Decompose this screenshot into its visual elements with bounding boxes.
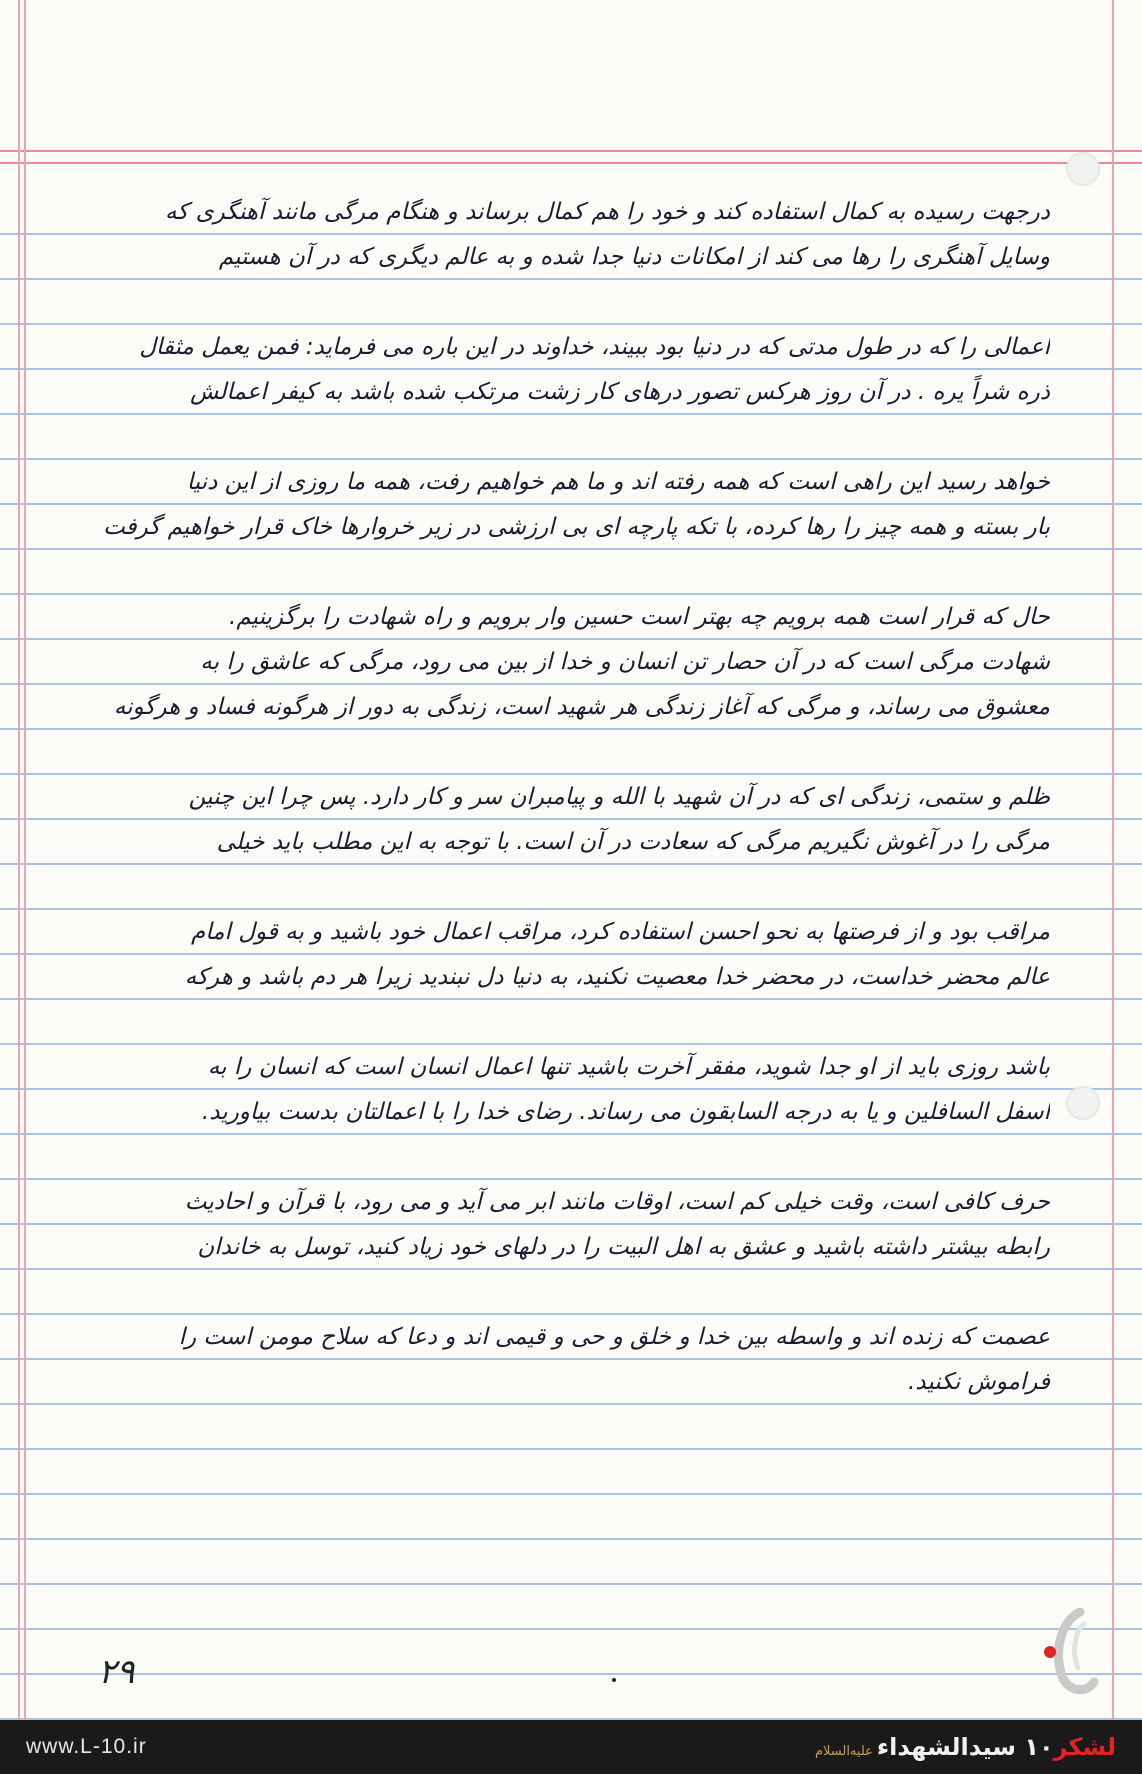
- text-line: وسایل آهنگری را رها می کند از امکانات دنیا جدا شده و به عالم دیگری که در آن هستیم: [218, 244, 1050, 270]
- text-line: درجهت رسیده به کمال استفاده کند و خود را هم کمال برساند و هنگام مرگی مانند آهنگری که: [164, 199, 1050, 225]
- text-line: ذره شراً یره . در آن روز هرکس تصور درهای کار زشت مرتکب شده باشد به کیفر اعمالش: [190, 379, 1050, 405]
- text-line: عصمت که زنده اند و واسطه بین خدا و خلق و حی و قیمی اند و دعا که سلاح مومن است را: [178, 1324, 1050, 1350]
- right-margin-line: [1112, 0, 1114, 1720]
- left-margin-line: [18, 0, 20, 1720]
- punch-hole: [1066, 152, 1100, 186]
- text-line: خواهد رسید این راهی است که همه رفته اند و ما هم خواهیم رفت، همه ما روزی از این دنیا: [186, 469, 1050, 495]
- left-margin-line-2: [24, 0, 26, 1720]
- punch-hole: [1066, 1086, 1100, 1120]
- footer-url[interactable]: www.L-10.ir: [26, 1735, 147, 1758]
- watermark-logo-icon: [1040, 1602, 1104, 1698]
- top-margin-line: [0, 150, 1142, 152]
- text-line: ظلم و ستمی، زندگی ای که در آن شهید با الله و پیامبران سر و کار دارد. پس چرا این چنین: [188, 784, 1050, 810]
- text-line: معشوق می رساند، و مرگی که آغاز زندگی هر شهید است، زندگی به دور از هرگونه فساد و هرگونه: [113, 694, 1050, 720]
- text-line: بار بسته و همه چیز را رها کرده، با تکه پارچه ای بی ارزشی در زیر خروارها خاک قرار خواهیم گرفت: [103, 514, 1050, 540]
- text-line: رابطه بیشتر داشته باشید و عشق به اهل البیت را در دلهای خود زیاد کنید، توسل به خاندان: [197, 1234, 1050, 1260]
- text-line: فراموش نکنید.: [907, 1369, 1050, 1395]
- text-line: شهادت مرگی است که در آن حصار تن انسان و خدا از بین می رود، مرگی که عاشق را به: [200, 649, 1050, 675]
- text-line: حرف کافی است، وقت خیلی کم است، اوقات مانند ابر می آید و می رود، با قرآن و احادیث: [184, 1189, 1050, 1215]
- page-number: ۲۹: [98, 1652, 135, 1692]
- top-margin-line-2: [0, 162, 1142, 164]
- footer-brand: [815, 1733, 1116, 1761]
- text-line: عالم محضر خداست، در محضر خدا معصیت نکنید، به دنیا دل نبندید زیرا هر دم باشد و هرکه: [184, 964, 1050, 990]
- text-line: اسفل السافلین و یا به درجه السابقون می رساند. رضای خدا را با اعمالتان بدست بیاورید.: [201, 1099, 1050, 1125]
- text-line: حال که قرار است همه برویم چه بهتر است حسین وار برویم و راه شهادت را برگزینیم.: [229, 604, 1050, 630]
- letter-body: [60, 190, 1050, 1405]
- brand-suffix: علیه‌السلام: [814, 1744, 873, 1759]
- brand-red-text: لشکر: [1053, 1733, 1116, 1761]
- text-line: اعمالی را که در طول مدتی که در دنیا بود ببیند، خداوند در این باره می فرماید: فمن یعمل مثقال: [139, 334, 1050, 360]
- brand-white-text: ۱۰ سیدالشهداء: [876, 1733, 1054, 1761]
- text-line: مراقب بود و از فرصتها به نحو احسن استفاده کرد، مراقب اعمال خود باشید و به قول امام: [190, 919, 1050, 945]
- text-line: باشد روزی باید از او جدا شوید، مفقر آخرت باشید تنها اعمال انسان است که انسان را به: [207, 1054, 1050, 1080]
- footer-bar: [0, 1720, 1142, 1774]
- ink-dot: [612, 1678, 616, 1682]
- text-line: مرگی را در آغوش نگیریم مرگی که سعادت در آن است. با توجه به این مطلب باید خیلی: [216, 829, 1050, 855]
